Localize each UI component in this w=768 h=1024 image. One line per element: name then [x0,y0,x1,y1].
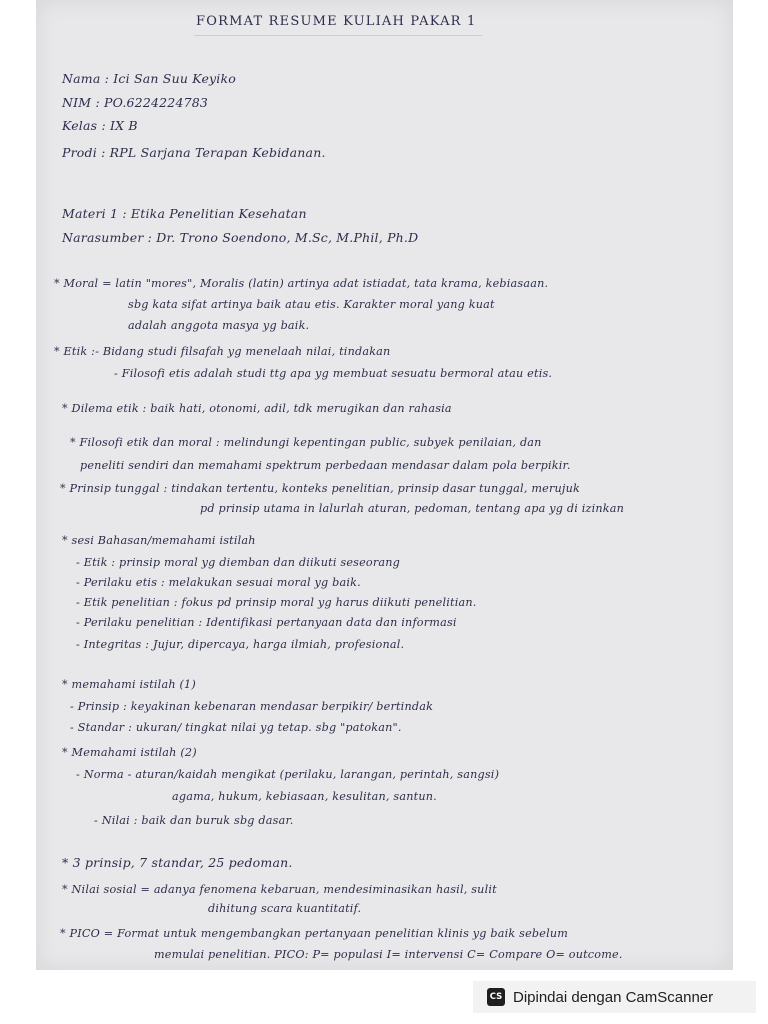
note-etik-cont: - Filosofi etis adalah studi ttg apa yg membuat sesuatu bermoral atau etis. [114,367,553,380]
note-def-etik: - Etik : prinsip moral yg diemban dan diikuti seseorang [76,556,401,569]
note-dilema-etik: * Dilema etik : baik hati, otonomi, adil, tdk merugikan dan rahasia [62,402,452,415]
note-istilah-1: * memahami istilah (1) [62,678,196,691]
nim-line: NIM : PO.6224224783 [62,95,209,110]
note-def-perilaku-penelitian: - Perilaku penelitian : Identifikasi pertanyaan data dan informasi [76,616,457,629]
note-moral: * Moral = latin "mores", Moralis (latin) artinya adat istiadat, tata krama, kebiasaan. [54,277,549,290]
note-def-standar: - Standar : ukuran/ tingkat nilai yg tetap. sbg "patokan". [70,721,402,734]
note-nilai-sosial-cont: dihitung scara kuantitatif. [208,902,362,915]
note-def-etik-penelitian: - Etik penelitian : fokus pd prinsip moral yg harus diikuti penelitian. [76,596,477,609]
note-sesi-bahasan: * sesi Bahasan/memahami istilah [62,534,256,547]
narasumber-line: Narasumber : Dr. Trono Soendono, M.Sc, M.Phil, Ph.D [62,230,419,245]
title-underline [194,35,482,36]
note-moral-cont-1: sbg kata sifat artinya baik atau etis. Karakter moral yang kuat [128,298,495,311]
note-def-integritas: - Integritas : Jujur, dipercaya, harga ilmiah, profesional. [76,638,405,651]
prodi-line: Prodi : RPL Sarjana Terapan Kebidanan. [62,145,326,160]
materi-line: Materi 1 : Etika Penelitian Kesehatan [62,206,307,221]
note-nilai-sosial: * Nilai sosial = adanya fenomena kebaruan, mendesiminasikan hasil, sulit [62,883,497,896]
note-istilah-2: * Memahami istilah (2) [62,746,197,759]
note-prinsip-tunggal: * Prinsip tunggal : tindakan tertentu, konteks penelitian, prinsip dasar tunggal, merujuk [60,482,580,495]
note-def-perilaku-etis: - Perilaku etis : melakukan sesuai moral yg baik. [76,576,361,589]
note-pico-cont: memulai penelitian. PICO: P= populasi I= intervensi C= Compare O= outcome. [154,948,623,961]
handwritten-content [36,0,733,970]
camscanner-logo-icon: CS [487,988,505,1006]
scanned-page [36,0,733,970]
note-pico: * PICO = Format untuk mengembangkan pertanyaan penelitian klinis yg baik sebelum [60,927,569,940]
note-filosofi: * Filosofi etik dan moral : melindungi kepentingan public, subyek penilaian, dan [70,436,542,449]
note-filosofi-cont: peneliti sendiri dan memahami spektrum perbedaan mendasar dalam pola berpikir. [80,459,571,472]
note-def-nilai: - Nilai : baik dan buruk sbg dasar. [94,814,294,827]
note-def-prinsip: - Prinsip : keyakinan kebenaran mendasar berpikir/ bertindak [70,700,434,713]
note-prinsip-tunggal-cont: pd prinsip utama in lalurlah aturan, pedoman, tentang apa yg di izinkan [200,502,625,515]
camscanner-watermark [473,981,756,1013]
note-moral-cont-2: adalah anggota masya yg baik. [128,319,310,332]
page-title: FORMAT RESUME KULIAH PAKAR 1 [196,14,477,29]
note-def-norma-cont: agama, hukum, kebiasaan, kesulitan, santun. [172,790,437,803]
name-line: Nama : Ici San Suu Keyiko [62,71,237,86]
note-def-norma: - Norma - aturan/kaidah mengikat (perilaku, larangan, perintah, sangsi) [76,768,500,781]
camscanner-label: Dipindai dengan CamScanner [513,988,714,1006]
note-prinsip-standar-pedoman: * 3 prinsip, 7 standar, 25 pedoman. [62,855,293,870]
kelas-line: Kelas : IX B [62,118,138,133]
note-etik: * Etik :- Bidang studi filsafah yg menelaah nilai, tindakan [54,345,391,358]
